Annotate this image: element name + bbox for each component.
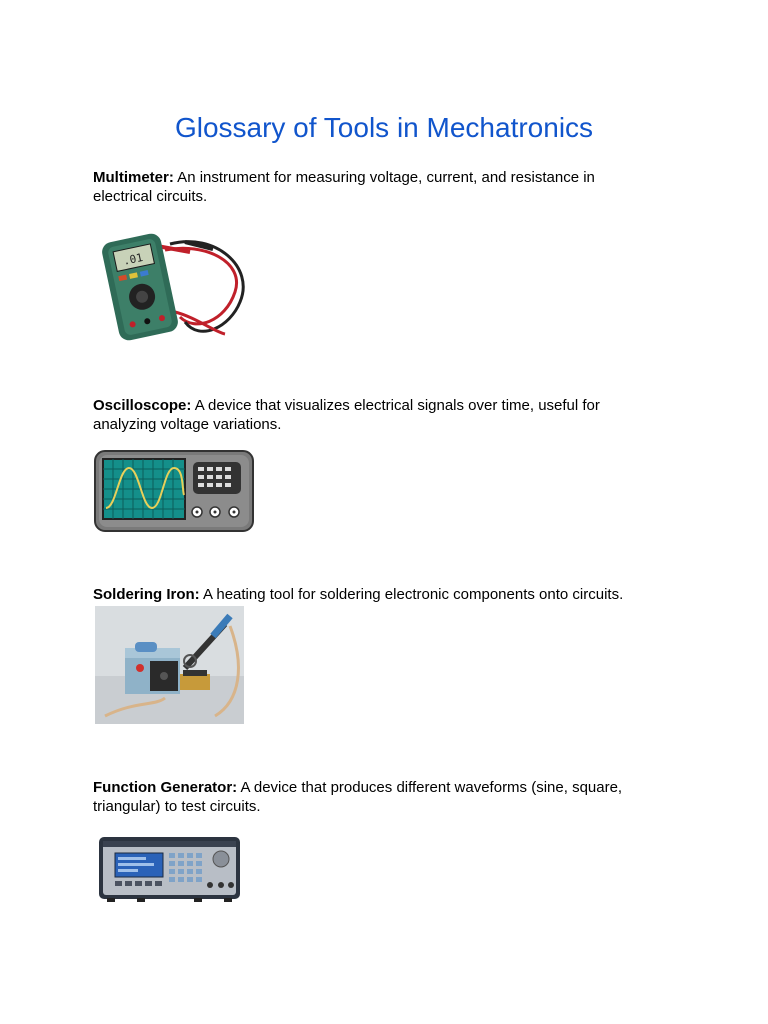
multimeter-image — [95, 222, 265, 344]
term-label: Function Generator: — [93, 779, 238, 796]
oscilloscope-image — [94, 450, 254, 532]
definition-text: A heating tool for soldering electronic components onto circuits. — [199, 586, 624, 603]
entry-oscilloscope — [93, 396, 653, 434]
entry-function-generator — [93, 778, 653, 816]
entry-multimeter — [93, 168, 653, 206]
entry-soldering-iron — [93, 585, 693, 604]
term-label: Soldering Iron: — [93, 586, 200, 603]
page-title: Glossary of Tools in Mechatronics — [174, 112, 594, 143]
term-label: Oscilloscope: — [93, 397, 192, 414]
definition-text: A device that visualizes electrical signals over time, useful for analyzing voltage variations. — [93, 397, 600, 433]
definition-text: A device that produces different waveforms (sine, square, triangular) to test circuits. — [93, 779, 623, 815]
function-generator-image — [97, 835, 242, 903]
definition-text: An instrument for measuring voltage, current, and resistance in electrical circuits. — [93, 169, 595, 205]
svg-text:.01: .01 — [121, 250, 145, 268]
soldering-station-image — [95, 606, 244, 724]
term-label: Multimeter: — [93, 169, 174, 186]
